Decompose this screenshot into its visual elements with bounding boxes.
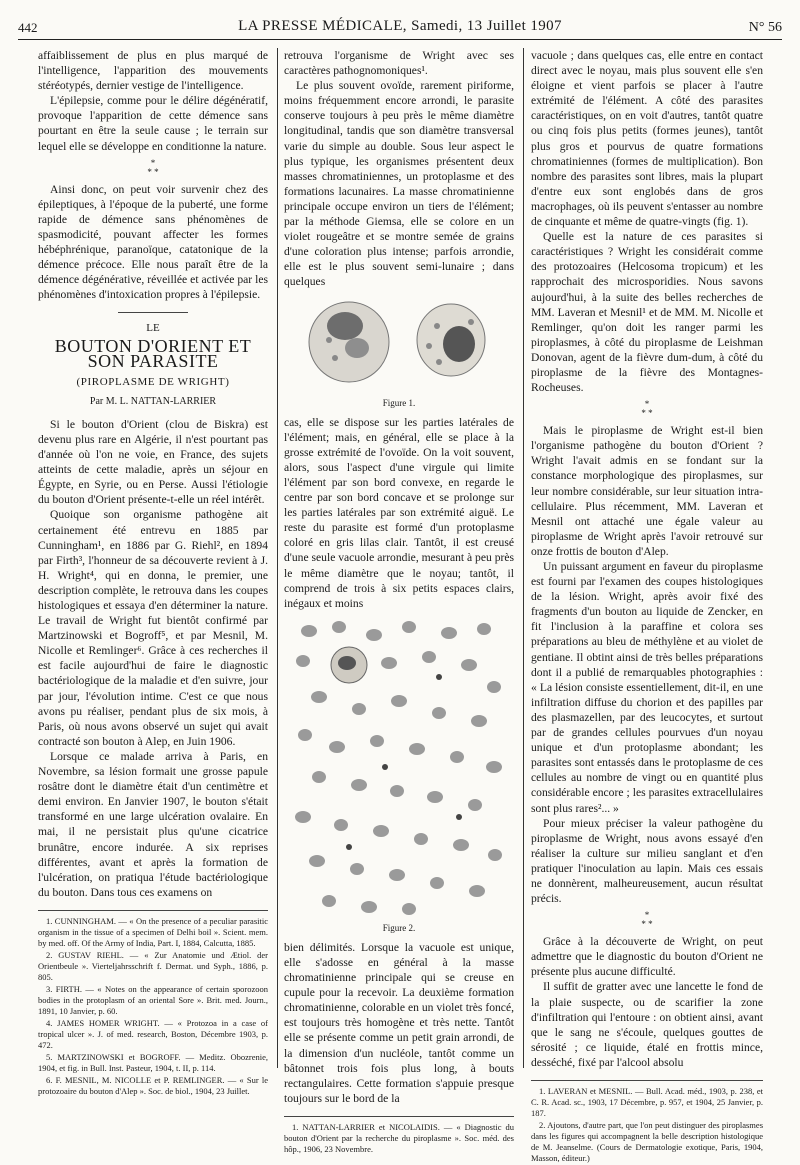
section-stars: * * * — [147, 157, 159, 177]
page-number: 442 — [18, 20, 38, 35]
paragraph: Quelle est la nature de ces parasites si caractéristiques ? Wright les considérait comme des protozoaires (Helcosoma tropicum) et les rapprochait des microsporidies. Nous savons aujourd'hui, à la suite des belles recherches de MM. Laveran et Mesnil¹ et de MM. M. Nicolle et Remlinger, qu'on doit les ranger parmi les piroplasmes, à côté du piroplasme de Leishman Donovan, agent de la fièvre dum-dum, à côté du piroplasme de la fièvre des Montagnes-Rocheuses. — [531, 230, 763, 395]
figure-1 — [289, 296, 509, 392]
paragraph: Quoique son organisme pathogène ait certainement été entrevu en 1885 par Cunningham¹, en 1886 par G. Riehl², en 1894 par Firth³, l'honneur de sa découverte revient à J. H. Wright⁴, qui en donna, le premier, une description complète, le retrouva dans les coupes histologiques et essaya d'en déterminer la nature. Le travail de Wright fut bientôt confirmé par Martzinowski et Bogroff⁵, et par Mesnil, M. Nicolle et Remlinger⁶. Grâce à ces recherches il est facile aujourd'hui de faire le diagnostic bactériologique de la maladie et d'en suivre, jour par jour, l'évolution intime. C'est ce que nous avons pu réaliser, pendant plus de six mois, à Paris, où nous avons observé un sujet qui avait contracté son bouton à Alep, en Juin 1906. — [38, 508, 268, 748]
column-2 — [284, 48, 514, 1156]
footnotes — [38, 910, 268, 1097]
paragraph: Lorsque ce malade arriva à Paris, en Novembre, sa lésion formait une grosse papule rosâtre dont le diamètre était d'un centimètre et demi environ. En Janvier 1907, le bouton s'était transformé en une large ulcération ovalaire. En mai, il ne persistait plus qu'une cicatrice brunâtre, encore indurée. A six reprises différentes, avant et après la formation de l'ulcération, on pratiqua l'étude bactériologique du bouton. Dans tous ces examens on — [38, 749, 268, 899]
article-subtitle: (PIROPLASME DE WRIGHT) — [76, 375, 230, 388]
section-stars: * * * — [641, 910, 653, 930]
figure-2 — [289, 617, 509, 917]
column-divider-1 — [277, 48, 278, 1068]
article-author: Par M. L. NATTAN-LARRIER — [89, 395, 217, 407]
paragraph: Mais le piroplasme de Wright est-il bien l'organisme pathogène du bouton d'Orient ? Wright l'avait admis en se fondant sur la constance morphologique des piroplasmes, sur leur nombre considérable, sur leur situation intra-cellulaire. Plus récemment, MM. Laveran et Mesnil ont attaché une égale valeur au piroplasme de Wright après l'avoir retrouvé sur onze frottis de bouton d'Alep. — [531, 424, 763, 558]
page-header — [18, 14, 782, 38]
paragraph: Il suffit de gratter avec une lancette le fond de la plaie suspecte, ou de scarifier la zone d'infiltration qui l'entoure : on obtient ainsi, avant que le sang ne s'écoule, quelques gouttes de sérosité ; ce liquide, étalé en frottis mince, desséché, fixé par l'alcool absolu — [531, 980, 763, 1069]
figure-1-illustration — [289, 296, 509, 392]
footnote: 6. F. MESNIL, M. NICOLLE et P. REMLINGER. — « Sur le protozoaire du bouton d'Alep ». Soc. de biol., 1904, 23 Juillet. — [38, 1074, 268, 1096]
footnote: 1. LAVERAN et MESNIL. — Bull. Acad. méd., 1903, p. 238, et C. R. Acad. sc., 1903, 17 Décembre, p. 957, et 1904, 25 Janvier, p. 187. — [531, 1086, 763, 1118]
paragraph: Le plus souvent ovoïde, rarement piriforme, moins fréquemment encore arrondi, le parasite conserve toujours à peu près le même diamètre longitudinal, tandis que son diamètre transversal varie du simple au double. Sous leur aspect le plus typique, les organismes présentent deux masses chromatiniennes, un protoplasme et des formations lacunaires. La masse chromatinienne principale occupe environ un tiers de l'élément; par la méthode Giemsa, elle se colore en un violet rougeâtre et se montre semée de grains d'une coloration plus intense; parfois arrondie, elle est le plus souvent semi-lunaire ; dans quelques — [284, 79, 514, 289]
paragraph: retrouva l'organisme de Wright avec ses caractères pathognomoniques¹. — [284, 49, 514, 78]
paragraph: Ainsi donc, on peut voir survenir chez des épileptiques, à l'époque de la puberté, une forme rapide de démence sans phénomènes de spasmodicité, pouvant affecter les formes hébéphrénique, paranoïque, catatonique de la démence précoce. Elle nous paraît être de la démence dégénérative, réveillée et activée par les phénomènes d'intoxication propres à l'épilepsie. — [38, 182, 268, 302]
footnote: 1. CUNNINGHAM. — « On the presence of a peculiar parasitic organism in the tissue of a specimen of Delhi boil ». Scient. mem. by med. off. Of the Army of India, Part. I, 1884, Calcutta, 1885. — [38, 915, 268, 948]
paragraph: Un puissant argument en faveur du piroplasme est fourni par l'examen des coupes histologiques de la lésion. Wright, après avoir fixé des fragments d'un bouton au liquide de Zencker, en fit l'inclusion à la paraffine et colora ses préparations au bleu de méthylène et au violet de gentiane. Il obtint ainsi de très belles préparations dont il a publié de remarquables photographies : « La lésion consiste essentiellement, dit-il, en une infiltration diffuse du chorion et des papilles par des plasmazellen, par des leucocytes, et surtout par de grandes cellules pourvues d'un noyau unique et d'un protoplasme abondant; les parasites sont entassés dans le protoplasme de ces cellules au nombre de vingt ou en quantité plus considérable encore ; les parasites extracellulaires sont plus rares²... » — [531, 560, 763, 815]
paragraph: Pour mieux préciser la valeur pathogène du piroplasme de Wright, nous avons essayé d'en réaliser la culture sur milieu sanglant et d'en pratiquer l'inoculation au lapin. Mais ces essais ne donnèrent, malheureusement, aucun résultat précis. — [531, 816, 763, 906]
column-1 — [38, 48, 268, 1098]
issue-number: N° 56 — [748, 20, 782, 35]
footnote: 2. Ajoutons, d'autre part, que l'on peut distinguer des piroplasmes dans les figures qui accompagnent la belle description histologique de M. Jeanselme. (Cours de Dermatologie exotique, Paris, 1904, Masson, éditeur.) — [531, 1120, 763, 1163]
paragraph: Grâce à la découverte de Wright, on peut admettre que le diagnostic du bouton d'Orient ne présente plus aucune difficulté. — [531, 935, 763, 979]
section-stars: * * * — [641, 399, 653, 419]
article-separator — [118, 312, 188, 313]
footnote: 1. NATTAN-LARRIER et NICOLAIDIS. — « Diagnostic du bouton d'Orient par la recherche du piroplasme ». Soc. méd. des hôp., 1906, 23 Novembre. — [284, 1121, 514, 1154]
paragraph: cas, elle se dispose sur les parties latérales de l'élément; mais, en général, elle se place à la grosse extrémité de l'ovoïde. On la voit souvent, alors, sous l'aspect d'une virgule qui limite l'élément par son bord convexe, en regarde le centre par son bord concave et se prolonge sur les parties latérales par son extrémité aiguë. Le reste du parasite est formé d'un protoplasme coloré en gris lilas clair. Tantôt, il est creusé d'une seule vacuole arrondie, mesurant à peu près le même diamètre que le noyau; tantôt, il comprend de trois à six petits espaces clairs, inégaux et moins — [284, 415, 515, 610]
footnote: 3. FIRTH. — « Notes on the appearance of certain sporozoon bodies in the protoplasm of an oriental Sore ». Brit. med. Journ., 1891, 10 Janvier, p. 60. — [38, 983, 268, 1016]
paragraph: affaiblissement de plus en plus marqué de l'intelligence, l'apparition des mouvements stéréotypés, dernier vestige de l'intelligence. — [38, 49, 268, 93]
column-3 — [531, 48, 763, 1165]
paragraph: vacuole ; dans quelques cas, elle entre en contact direct avec le noyau, mais plus souvent elle s'en éloigne et vient parfois se placer à l'autre extrémité de l'élément. A côté des parasites caractéristiques, on en voit d'autres, tantôt quatre ou cinq fois plus petits (formes jeunes), tantôt plus gros et pourvus de quatre formations chromatiniennes (formes de multiplication). Bon nombre des parasites sont libres, mais la plupart d'entre eux sont englobés dans de gros macrophages, où ils peuvent s'entasser au nombre de cinquante et même de quatre-vingts (fig. 1). — [531, 49, 763, 229]
journal-title: LA PRESSE MÉDICALE, Samedi, 13 Juillet 1907 — [238, 18, 562, 34]
figure-1-caption: Figure 1. — [382, 397, 416, 408]
column-divider-2 — [523, 48, 524, 1068]
article-kicker: LE — [146, 322, 160, 335]
figure-2-caption: Figure 2. — [382, 922, 416, 933]
footnotes — [284, 1116, 514, 1155]
paragraph: L'épilepsie, comme pour le délire dégénératif, provoque l'apparition de cette démence sans pourtant en être la seule cause ; le terrain sur lequel elle se développe en conditionne la nature. — [38, 94, 268, 153]
paragraph: Si le bouton d'Orient (clou de Biskra) est devenu plus rare en Algérie, il n'est pourtant pas d'année où l'on ne voie, en France, des sujets atteints de cette maladie, après un séjour en Égypte, en Syrie, ou en Perse. Aussi l'étiologie du bouton d'Orient présente-t-elle un réel intérêt. — [38, 417, 268, 507]
footnote: 2. GUSTAV RIEHL. — « Zur Anatomie und Ætiol. der Orientbeule ». Vierteljahrsschrift f. Dermat. und Syph., 1886, p. 805. — [38, 949, 268, 982]
footnotes — [531, 1080, 763, 1164]
figure-2-illustration — [289, 617, 509, 917]
article-title: BOUTON D'ORIENT ET SON PARASITE — [54, 335, 252, 371]
header-rule — [18, 39, 782, 40]
footnote: 5. MARTZINOWSKI et BOGROFF. — Meditz. Obozrenie, 1904, et fig. in Bull. Inst. Pasteur, 1904, t. II, p. 114. — [38, 1051, 268, 1073]
paragraph: bien délimités. Lorsque la vacuole est unique, elle s'adosse en général à la masse chromatinienne principale qui se creuse en cupule pour la recevoir. La deuxième formation chromatinienne, colorable en un violet très foncé, est toujours très homogène et très nette. Tantôt elle se présente comme un petit grain arrondi, de la dimension d'un nucléole, tantôt comme un bâtonnet trois fois plus long, à bouts rectangulaires. Cette formation s'appuie presque toujours sur le bord de la — [284, 940, 514, 1105]
footnote: 4. JAMES HOMER WRIGHT. — « Protozoa in a case of tropical ulcer ». J. of med. research, Boston, Décembre 1903, p. 472. — [38, 1017, 268, 1050]
